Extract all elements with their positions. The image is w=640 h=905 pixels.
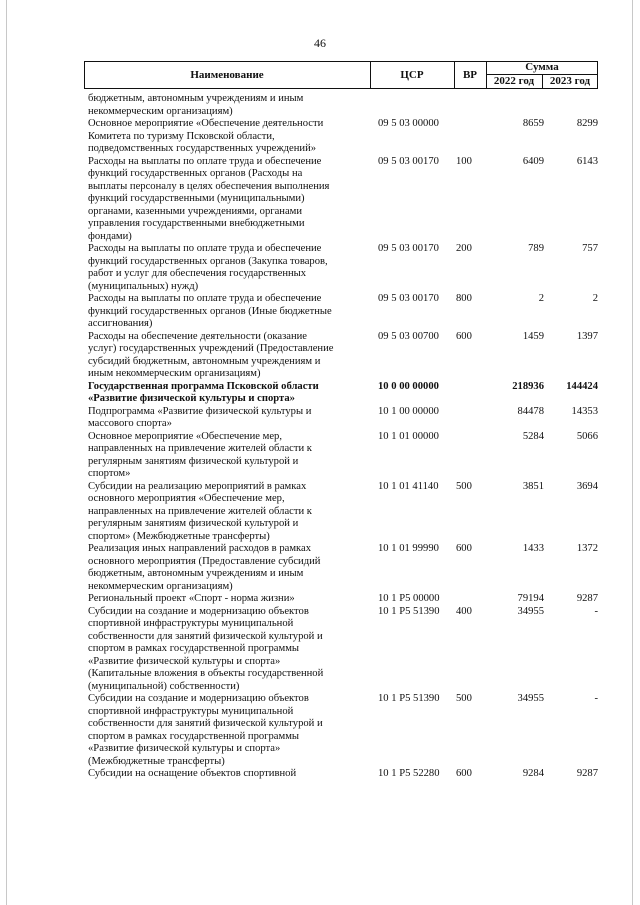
row-sum-2022: 84478: [517, 405, 544, 417]
row-name: Государственная программа Псковской области «Развитие физической культуры и спорта»: [88, 380, 319, 404]
row-sum-2023: [544, 93, 598, 118]
row-csr: 10 1 01 41140: [378, 480, 439, 492]
table-header: [84, 61, 598, 89]
table-row: [88, 381, 598, 406]
table-row: [88, 243, 598, 293]
row-name: Реализация иных направлений расходов в рамках основного мероприятия (Предоставление субсидий бюджетным, автономным учреждениям и иным некоммерческим организациям): [88, 543, 321, 592]
table-row: [88, 156, 598, 244]
header-sum: Сумма: [525, 61, 559, 73]
table-row: [88, 406, 598, 431]
row-name: Расходы на выплаты по оплате труда и обеспечение функций государственных органов (Расходы на выплаты персоналу в целях обеспечения выполнения функций государственными (муниципальными) органами, казенными учреждениями, органами управления государственными внебюджетными фондами): [88, 155, 330, 242]
row-sum-2023: 1372: [576, 543, 598, 554]
row-csr: 09 5 03 00700: [378, 330, 439, 342]
row-sum-2023: 2: [592, 293, 598, 304]
header-bottom-rule: [84, 88, 598, 89]
row-csr: 10 1 P5 52280: [378, 768, 440, 779]
row-vr: [456, 406, 488, 431]
row-sum-2022: 789: [528, 243, 544, 254]
table-row: [88, 93, 598, 118]
header-name: Наименование: [190, 69, 264, 81]
row-csr: [366, 93, 456, 118]
row-csr: 09 5 03 00170: [378, 243, 439, 254]
row-csr: 09 5 03 00170: [378, 155, 439, 167]
row-name: Основное мероприятие «Обеспечение мер, направленных на привлечение жителей области к регулярным занятиям физической культурой и спортом»: [88, 430, 312, 479]
row-name: Расходы на обеспечение деятельности (оказание услуг) государственных учреждений (Предоставление субсидий бюджетным, автономным учреждениям и иным некоммерческим организациям): [88, 330, 334, 379]
row-csr: 09 5 03 00000: [378, 118, 439, 129]
row-sum-2023: 757: [582, 243, 598, 254]
row-sum-2023: 1397: [576, 330, 598, 342]
row-csr: 10 1 01 00000: [378, 430, 439, 442]
header-year-2023: 2023 год: [549, 75, 591, 87]
page-number: 46: [314, 36, 326, 50]
row-sum-2022: 79194: [517, 593, 544, 604]
row-vr: [456, 381, 488, 406]
scan-left-edge: [6, 0, 7, 905]
row-vr: 500: [456, 693, 472, 704]
row-sum-2023: 144424: [566, 380, 598, 392]
row-sum-2023: 14353: [571, 405, 598, 417]
row-name: Региональный проект «Спорт - норма жизни»: [88, 593, 295, 604]
row-csr: 10 1 P5 51390: [378, 693, 440, 704]
row-name: Расходы на выплаты по оплате труда и обеспечение функций государственных органов (Иные бюджетные ассигнования): [88, 293, 332, 329]
header-csr: ЦСР: [400, 69, 424, 81]
row-sum-2022: [488, 93, 544, 118]
row-sum-2022: 2: [538, 293, 544, 304]
table-body: [88, 93, 598, 781]
table-row: [88, 593, 598, 606]
row-sum-2022: 8659: [522, 118, 544, 129]
table-row: [88, 693, 598, 768]
row-sum-2022: 3851: [522, 480, 544, 492]
row-sum-2023: 3694: [576, 480, 598, 492]
row-sum-2022: 34955: [517, 605, 544, 617]
table-row: [88, 293, 598, 331]
row-sum-2022: 1459: [522, 330, 544, 342]
row-sum-2023: 6143: [576, 155, 598, 167]
row-sum-2022: 34955: [517, 693, 544, 704]
row-name: бюджетным, автономным учреждениям и иным некоммерческим организациям): [88, 93, 304, 117]
table-row: [88, 118, 598, 156]
table-row: [88, 543, 598, 593]
row-vr: [456, 593, 488, 606]
row-csr: 10 1 01 99990: [378, 543, 439, 554]
row-csr: 10 1 P5 00000: [378, 593, 440, 604]
row-vr: 100: [456, 155, 472, 167]
header-year-2022: 2022 год: [493, 75, 535, 87]
scan-right-edge: [632, 0, 633, 905]
row-vr: 800: [456, 293, 472, 304]
header-vr: ВР: [462, 69, 478, 81]
row-sum-2023: 5066: [576, 430, 598, 442]
row-sum-2022: 9284: [522, 768, 544, 779]
row-name: Основное мероприятие «Обеспечение деятельности Комитета по туризму Псковской области, подведомственных государственных учреждений»: [88, 118, 324, 154]
row-vr: 600: [456, 330, 472, 342]
table-row: [88, 481, 598, 544]
row-csr: 10 0 00 00000: [378, 380, 439, 392]
table-row: [88, 768, 598, 781]
row-sum-2023: 9287: [576, 593, 598, 604]
table-row: [88, 431, 598, 481]
row-csr: 09 5 03 00170: [378, 293, 439, 304]
row-sum-2022: 5284: [522, 430, 544, 442]
row-vr: 500: [456, 480, 472, 492]
row-name: Подпрограмма «Развитие физической культуры и массового спорта»: [88, 405, 312, 429]
row-name: Субсидии на создание и модернизацию объектов спортивной инфраструктуры муниципальной собственности для занятий физической культурой и спортом в рамках государственной программы «Развитие физической культуры и спорта» (Капитальные вложения в объекты государственной (муниципальной) собственности): [88, 605, 324, 692]
row-name: Субсидии на оснащение объектов спортивной: [88, 768, 297, 779]
row-sum-2022: 218936: [512, 380, 544, 392]
row-csr: 10 1 00 00000: [378, 405, 439, 417]
row-sum-2023: 9287: [576, 768, 598, 779]
row-vr: [456, 431, 488, 481]
table-row: [88, 331, 598, 381]
table-row: [88, 606, 598, 694]
row-vr: 600: [456, 768, 472, 779]
row-sum-2022: 6409: [522, 155, 544, 167]
row-vr: [456, 118, 488, 156]
row-vr: 600: [456, 543, 472, 554]
row-sum-2022: 1433: [522, 543, 544, 554]
row-name: Субсидии на создание и модернизацию объектов спортивной инфраструктуры муниципальной собственности для занятий физической культурой и спортом в рамках государственной программы «Развитие физической культуры и спорта» (Межбюджетные трансферты): [88, 693, 323, 767]
row-vr: [456, 93, 488, 118]
row-sum-2023: -: [594, 605, 598, 617]
row-vr: 200: [456, 243, 472, 254]
row-sum-2023: 8299: [576, 118, 598, 129]
row-sum-2023: -: [594, 693, 598, 704]
row-name: Субсидии на реализацию мероприятий в рамках основного мероприятия «Обеспечение мер, направленных на привлечение жителей области к регулярным занятиям физической культурой и спортом» (Межбюджетные трансферты): [88, 480, 312, 542]
row-vr: 400: [456, 605, 472, 617]
row-csr: 10 1 P5 51390: [378, 605, 440, 617]
row-name: Расходы на выплаты по оплате труда и обеспечение функций государственных органов (Закупка товаров, работ и услуг для обеспечения государственных (муниципальных) нужд): [88, 243, 328, 292]
